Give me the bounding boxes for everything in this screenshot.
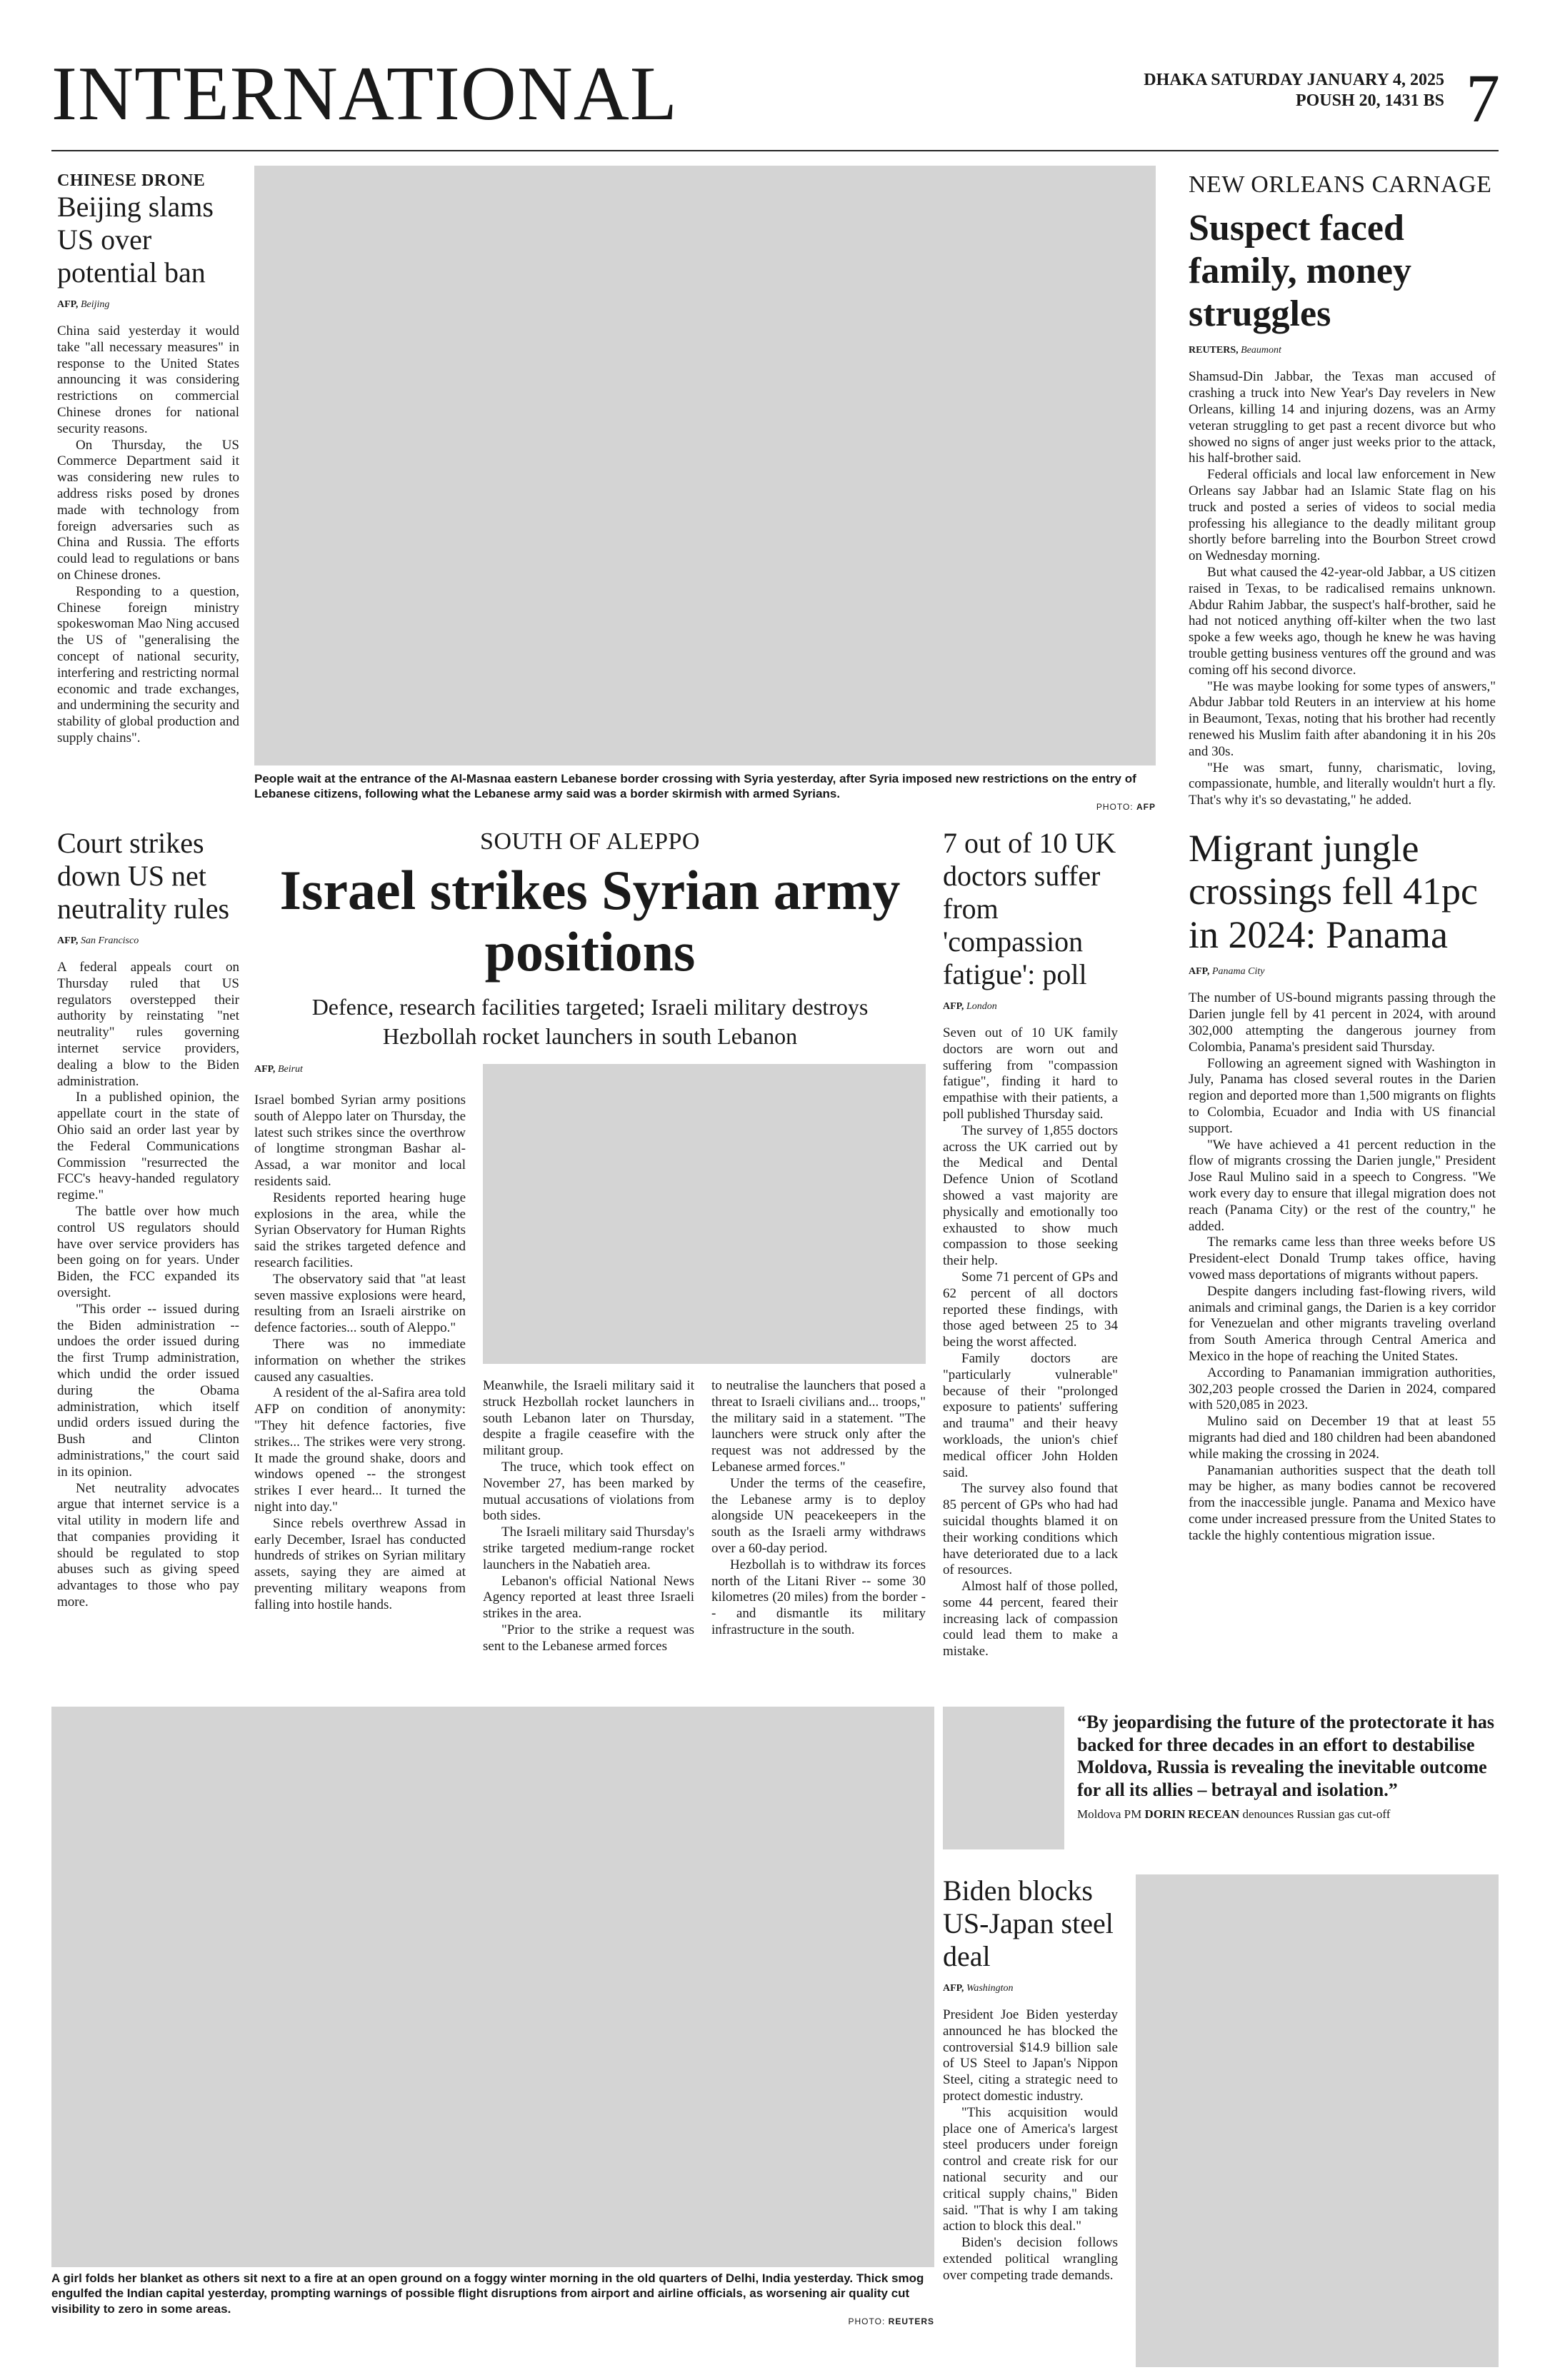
article-paragraph: In a published opinion, the appellate court in the state of Ohio said an order last year by the Federal Communications Commission "resurrected the FCC's heavy-handed regulatory regime." [57, 1090, 239, 1203]
article-paragraph: Hezbollah is to withdraw its forces north of the Litani River -- some 30 kilometres (20 miles) from the border -- and dismantle its military infrastructure in the south. [711, 1557, 926, 1637]
article-headline: Israel strikes Syrian army positions [279, 859, 901, 983]
article-paragraph: Israel bombed Syrian army positions south of Aleppo later on Thursday, the latest such strikes since the overthrow of longtime strongman Bashar al-Assad, a war monitor and local residents said. [254, 1093, 466, 1189]
syria-strike-photo [483, 1064, 926, 1364]
article-paragraph: "He was smart, funny, charismatic, loving, compassionate, humble, and literally wouldn't hurt a fly. That's why it's so devastating," he added. [1189, 760, 1496, 808]
quote-attr-suffix: denounces Russian gas cut-off [1242, 1807, 1391, 1821]
credit-source: AFP [1136, 801, 1156, 812]
article-headline: Biden blocks US-Japan steel deal [943, 1874, 1114, 1972]
article-paragraph: Family doctors are "particularly vulnerable" because of their "prolonged exposure to patients' suffering and trauma" and their heavy workloads, the union's chief medical officer John Holden said. [943, 1350, 1118, 1480]
masthead-date [1144, 70, 1444, 111]
article-paragraph: Almost half of those polled, some 44 percent, feared their increasing lack of compassion could lead them to make a mistake. [943, 1579, 1118, 1660]
article-paragraph: Responding to a question, Chinese foreign ministry spokeswoman Mao Ning accused the US of "generalising the concept of national security, interfering and restricting normal economic and trade exchanges, and undermining the security and stability of global production and supply chains". [57, 583, 239, 745]
syria-article-header [254, 828, 926, 1052]
lebanon-border-photo [254, 166, 1156, 765]
article-kicker: NEW ORLEANS CARNAGE [1189, 171, 1492, 198]
article-body [57, 960, 239, 1611]
dateline-agency: REUTERS, [1189, 345, 1239, 356]
dateline-agency: AFP, [254, 1064, 276, 1075]
article-dateline [943, 1983, 1118, 1994]
date-line-bangla: POUSH 20, 1431 BS [1295, 91, 1444, 110]
article-dateline [1189, 345, 1496, 356]
article-body [943, 1025, 1118, 1660]
article-paragraph: A resident of the al-Safira area told AFP on condition of anonymity: "They hit defence factories, five strikes... The strikes were very strong. It made the ground shake, doors and windows opened -- the strongest strikes I ever heard... It turned the night into day." [254, 1385, 466, 1515]
panama-article [1189, 827, 1496, 1545]
article-paragraph: Since rebels overthrew Assad in early December, Israel has conducted hundreds of strikes on Syrian military assets, saying they are aimed at preventing military weapons from falling into hostile hands. [254, 1515, 466, 1612]
article-dateline [1189, 966, 1496, 978]
credit-label: PHOTO: [1096, 801, 1134, 812]
ship-photo [1136, 1874, 1499, 2367]
article-paragraph: to neutralise the launchers that posed a threat to Israeli civilians and... troops," the military said in a statement. "The launchers were struck only after the request was not addressed by the Lebanese armed forces." [711, 1378, 926, 1475]
article-paragraph: The observatory said that "at least seven massive explosions were heard, resulting from an Israeli airstrike on defence factories... south of Aleppo." [254, 1271, 466, 1336]
article-dateline [943, 1001, 1118, 1013]
article-paragraph: The battle over how much control US regulators should have over service providers has been going on for years. Under Biden, the FCC expanded its oversight. [57, 1203, 239, 1300]
article-paragraph: "This order -- issued during the Biden administration -- undoes the order issued during the first Trump administration, which undid the order issued during the Obama administration, which itself undid orders issued during the Bush and Clinton administrations," the court said in its opinion. [57, 1301, 239, 1480]
section-title: INTERNATIONAL [51, 51, 678, 136]
article-dateline [254, 1064, 303, 1075]
article-paragraph: Lebanon's official National News Agency reported at least three Israeli strikes in the area. [483, 1573, 694, 1622]
dateline-place: Beijing [80, 299, 110, 310]
dateline-place: Washington [966, 1983, 1014, 1994]
article-paragraph: Some 71 percent of GPs and 62 percent of all doctors reported these findings, with those aged between 25 to 34 being the worst affected. [943, 1269, 1118, 1350]
dateline-agency: AFP, [57, 935, 79, 946]
article-headline: Beijing slams US over potential ban [57, 191, 214, 288]
article-paragraph: Federal officials and local law enforcement in New Orleans say Jabbar had an Islamic State flag on his truck and posted a series of videos to social media professing his allegiance to the deadly militant group shortly before barreling into the Bourbon Street crowd on Wednesday morning. [1189, 467, 1496, 564]
article-paragraph: Meanwhile, the Israeli military said it struck Hezbollah rocket launchers in south Lebanon later on Thursday, despite a fragile ceasefire with the militant group. [483, 1378, 694, 1459]
article-paragraph: The number of US-bound migrants passing through the Darien jungle fell by 41 percent in 2024, with around 302,000 attempting the dangerous journey from Colombia, Panama's president said Thursday. [1189, 990, 1496, 1055]
article-kicker: CHINESE DRONE [57, 171, 206, 190]
photo-credit [254, 802, 1156, 812]
article-paragraph: China said yesterday it would take "all necessary measures" in response to the United States announcing it was considering restrictions on commercial Chinese drones for national security reasons. [57, 323, 239, 436]
dateline-place: San Francisco [80, 935, 139, 946]
quote-attr-name: DORIN RECEAN [1144, 1807, 1240, 1821]
dateline-agency: AFP, [943, 1001, 964, 1012]
delhi-fog-photo [51, 1707, 934, 2267]
uk-doctors-article [943, 827, 1118, 1660]
dateline-agency: AFP, [1189, 966, 1210, 978]
article-paragraph: "This acquisition would place one of America's largest steel producers under foreign control and create risk for our national security and our critical supply chains," Biden said. "That is why I am taking action to block this deal." [943, 2104, 1118, 2234]
article-paragraph: "We have achieved a 41 percent reduction in the flow of migrants crossing the Darien jungle," President Jose Raul Mulino said in a speech to Congress. "We work every day to ensure that illegal migration does not reach (Panama City) or the rest of the country," he added. [1189, 1137, 1496, 1234]
article-paragraph: Seven out of 10 UK family doctors are worn out and suffering from "compassion fatigue", finding it hard to empathise with their patients, a poll published Thursday said. [943, 1025, 1118, 1122]
article-subhead: Defence, research facilities targeted; Israeli military destroys Hezbollah rocket launchers in south Lebanon [311, 993, 869, 1050]
article-headline: Suspect faced family, money struggles [1189, 208, 1411, 334]
new-orleans-article [1189, 171, 1496, 809]
photo-credit [51, 2316, 934, 2326]
moldova-pm-portrait [943, 1707, 1064, 1849]
article-paragraph: The Israeli military said Thursday's strike targeted medium-range rocket launchers in the Nabatieh area. [483, 1525, 694, 1572]
quote-text: “By jeopardising the future of the protectorate it has backed for three decades in an effort to destabilise Moldova, Russia is revealing the inevitable outcome for all its allies – betrayal and isolation.” [1077, 1712, 1494, 1801]
article-paragraph: But what caused the 42-year-old Jabbar, a US citizen raised in Texas, to be radicalised remains unknown. Abdur Rahim Jabbar, the suspect's half-brother, said he had not noticed anything off-kilter when the two last spoke a few weeks ago, though he knew he was having trouble getting business ventures off the ground and was coming off his second divorce. [1189, 564, 1496, 678]
article-body [1189, 990, 1496, 1544]
dateline-place: London [966, 1001, 997, 1012]
article-paragraph: A federal appeals court on Thursday ruled that US regulators overstepped their authority by reinstating "net neutrality" rules governing internet service providers, dealing a blow to the Biden administration. [57, 960, 239, 1089]
article-body [943, 2007, 1118, 2284]
article-paragraph: President Joe Biden yesterday announced he has blocked the controversial $14.9 billion sale of US Steel to Japan's Nippon Steel, citing a strategic need to protect domestic industry. [943, 2007, 1118, 2104]
article-kicker: SOUTH OF ALEPPO [480, 828, 700, 855]
quote-attribution [1077, 1807, 1499, 1822]
syria-column-3 [711, 1378, 926, 1639]
article-body [1189, 369, 1496, 809]
dateline-place: Beirut [277, 1064, 303, 1075]
dateline-agency: AFP, [57, 299, 79, 310]
dateline-place: Panama City [1211, 966, 1265, 978]
article-paragraph: According to Panamanian immigration authorities, 302,203 people crossed the Darien in 2024, compared with 520,085 in 2023. [1189, 1365, 1496, 1413]
article-paragraph: Despite dangers including fast-flowing rivers, wild animals and criminal gangs, the Darien is a key corridor for Venezuelan and other migrants traveling overland from South America through Central America and Mexico in the hope of reaching the United States. [1189, 1283, 1496, 1364]
masthead-rule [51, 150, 1499, 151]
net-neutrality-article [57, 827, 239, 1611]
article-paragraph: There was no immediate information on whether the strikes caused any casualties. [254, 1336, 466, 1385]
article-paragraph: Shamsud-Din Jabbar, the Texas man accused of crashing a truck into New Year's Day revelers in New Orleans, killing 14 and injuring dozens, was an Army veteran struggling to get past a recent divorce but who showed no signs of anger just weeks prior to the attack, his half-brother said. [1189, 369, 1496, 466]
article-body [57, 323, 239, 747]
article-paragraph: Net neutrality advocates argue that internet service is a vital utility in modern life and that companies providing it should be regulated to stop abuses such as giving speed advantages to those who pay more. [57, 1480, 239, 1610]
article-paragraph: Panamanian authorities suspect that the death toll may be higher, as many bodies cannot be recovered from the inaccessible jungle. Panama and Mexico have come under increased pressure from the United States to tackle the highly contentious migration issue. [1189, 1462, 1496, 1543]
article-headline: Court strikes down US net neutrality rules [57, 827, 230, 925]
article-headline: Migrant jungle crossings fell 41pc in 2024: Panama [1189, 827, 1478, 956]
dateline-place: Beaumont [1241, 345, 1281, 356]
article-paragraph: The survey of 1,855 doctors across the UK carried out by the Medical and Dental Defence Union of Scotland showed a vast majority are physically and emotionally too exhausted to show much compassion to those seeking their help. [943, 1123, 1118, 1269]
article-paragraph: Following an agreement signed with Washington in July, Panama has closed several routes in the Darien region and deported more than 1,500 migrants on flights to Colombia, Ecuador and India with US financial support. [1189, 1055, 1496, 1136]
article-paragraph: On Thursday, the US Commerce Department said it was considering new rules to address risks posed by drones made with technology from foreign adversaries such as China and Russia. The efforts could lead to regulations or bans on Chinese drones. [57, 437, 239, 583]
article-paragraph: Mulino said on December 19 that at least 55 migrants had died and 180 children had been abandoned while making the crossing in 2024. [1189, 1414, 1496, 1462]
article-dateline [57, 935, 239, 947]
article-paragraph: The remarks came less than three weeks before US President-elect Donald Trump takes office, having vowed mass deportations of migrants without papers. [1189, 1235, 1496, 1282]
photo-caption: People wait at the entrance of the Al-Masnaa eastern Lebanese border crossing with Syria yesterday, after Syria imposed new restrictions on the entry of Lebanese citizens, following what the Lebanese army said was a border skirmish with armed Syrians. [254, 772, 1136, 801]
top-photo-caption-block [254, 771, 1156, 812]
credit-source: REUTERS [888, 2316, 934, 2326]
article-paragraph: Under the terms of the ceasefire, the Lebanese army is to deploy alongside UN peacekeepers in the south as the Israeli army withdraws over a 60-day period. [711, 1475, 926, 1556]
credit-label: PHOTO: [848, 2316, 886, 2326]
article-dateline [57, 299, 239, 311]
bottom-photo-caption-block [51, 2271, 934, 2326]
syria-column-2 [483, 1378, 694, 1655]
china-drone-article [57, 171, 239, 747]
pull-quote [1077, 1711, 1499, 1822]
syria-column-1 [254, 1093, 466, 1614]
article-headline: 7 out of 10 UK doctors suffer from 'compassion fatigue': poll [943, 827, 1116, 990]
page-number: 7 [1466, 60, 1500, 136]
article-paragraph: Residents reported hearing huge explosions in the area, while the Syrian Observatory for Human Rights said the strikes targeted defence and research facilities. [254, 1190, 466, 1270]
quote-attr-prefix: Moldova PM [1077, 1807, 1142, 1821]
date-line-english: DHAKA SATURDAY JANUARY 4, 2025 [1144, 71, 1444, 89]
biden-article [943, 1874, 1118, 2284]
article-paragraph: The survey also found that 85 percent of GPs who had had suicidal thoughts blamed it on their working conditions which have deteriorated due to a lack of resources. [943, 1481, 1118, 1578]
article-paragraph: "He was maybe looking for some types of answers," Abdur Jabbar told Reuters in an interview at his home in Beaumont, Texas, noting that his brother had recently renewed his Muslim faith after abandoning it in his 20s and 30s. [1189, 678, 1496, 759]
article-paragraph: Biden's decision follows extended political wrangling over competing trade demands. [943, 2235, 1118, 2283]
photo-caption: A girl folds her blanket as others sit next to a fire at an open ground on a foggy winter morning in the old quarters of Delhi, India yesterday. Thick smog engulfed the Indian capital yesterday, prompting warnings of possible flight disruptions from airport and airline officials, as worsening air quality cut visibility to zero in some areas. [51, 2271, 924, 2316]
article-paragraph: "Prior to the strike a request was sent to the Lebanese armed forces [483, 1622, 694, 1654]
dateline-agency: AFP, [943, 1983, 964, 1994]
article-paragraph: The truce, which took effect on November 27, has been marked by mutual accusations of violations from both sides. [483, 1459, 694, 1524]
